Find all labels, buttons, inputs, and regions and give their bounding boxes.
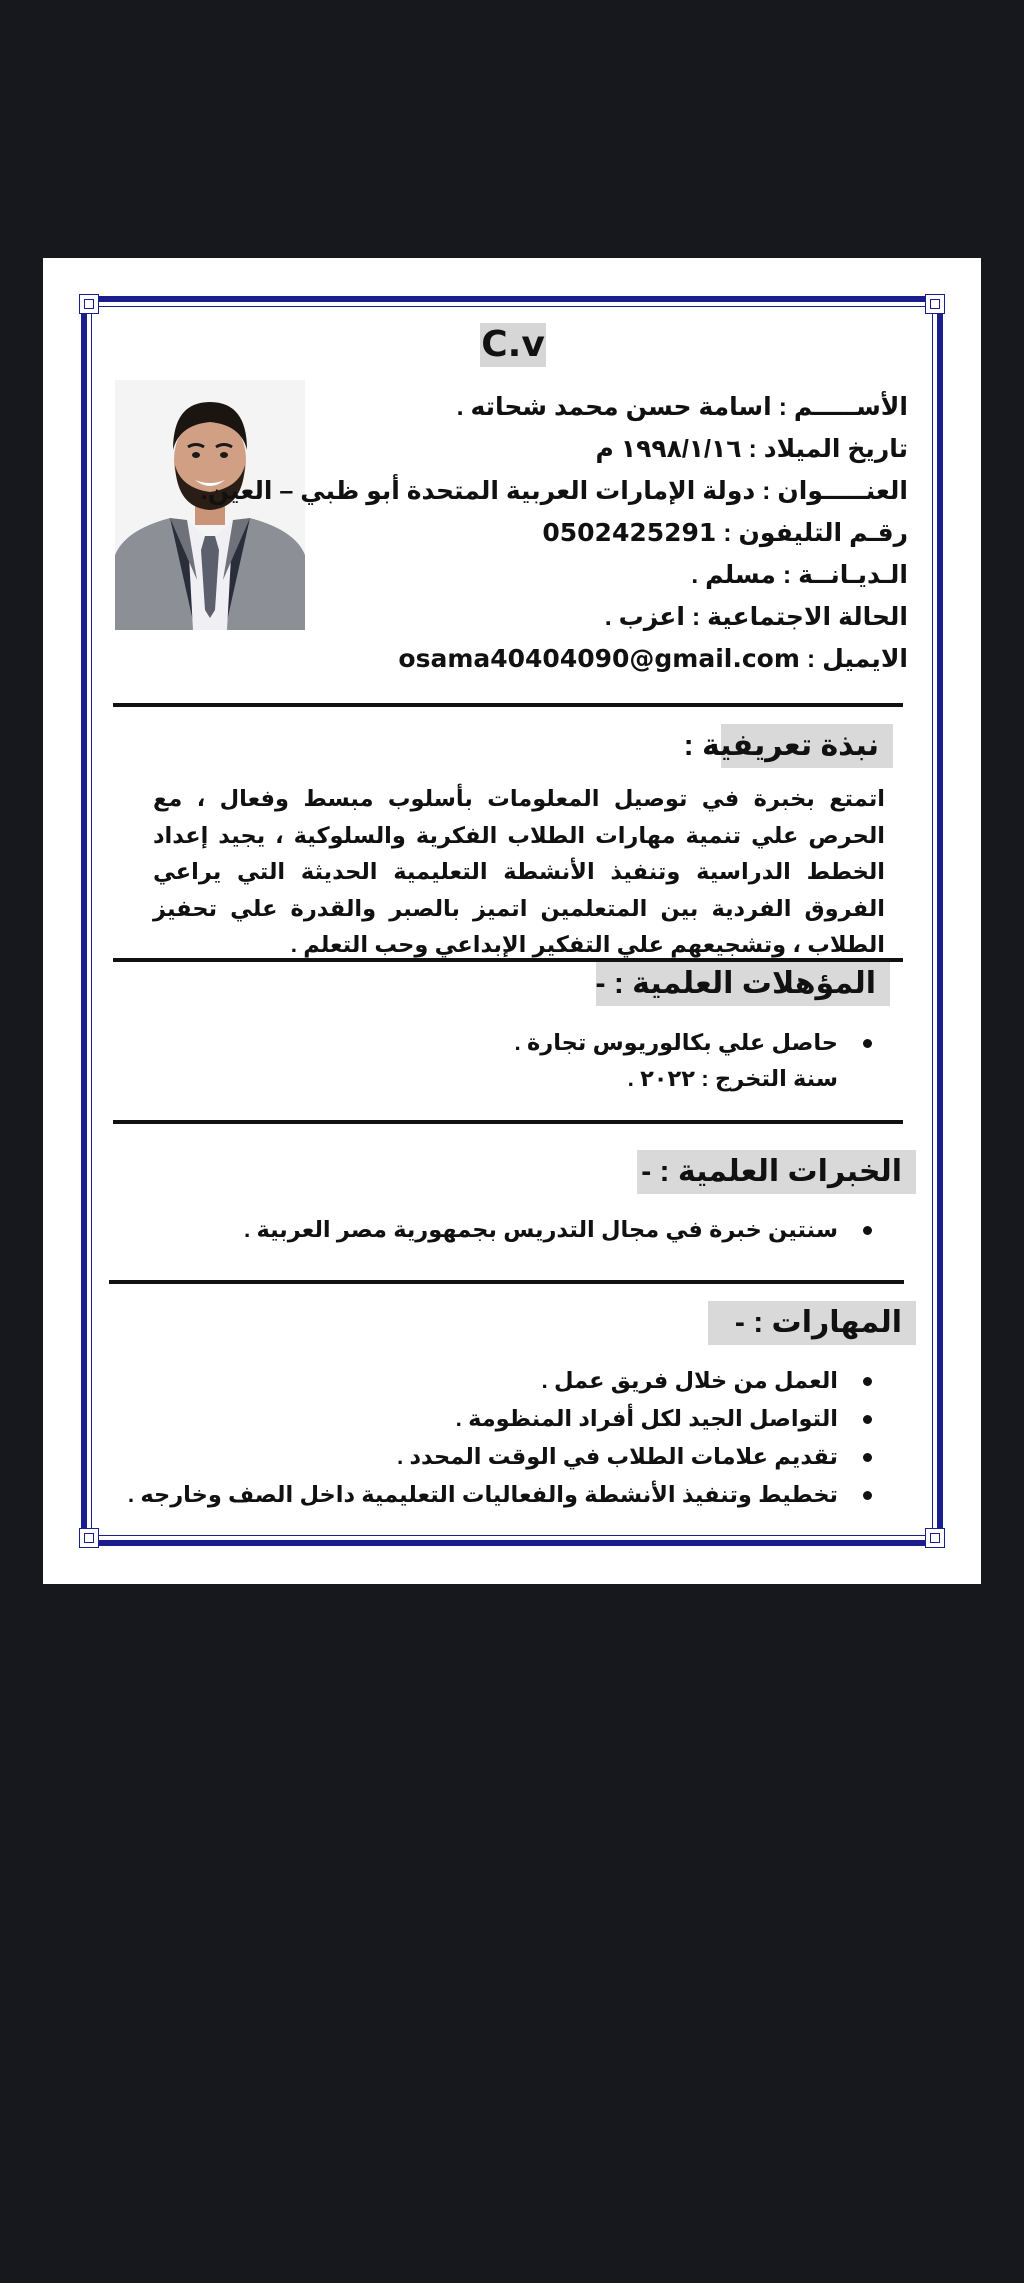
divider [113,1120,903,1124]
info-religion: الـديـانــة : مسلم . [691,561,908,589]
info-email: الايميل : osama40404090@gmail.com [398,644,908,673]
corner-ornament-icon [79,294,99,314]
info-dob: تاريخ الميلاد : ١٩٩٨/١/١٦ م [595,435,908,463]
list-item: تقديم علامات الطلاب في الوقت المحدد . [128,1438,876,1476]
list-item: حاصل علي بكالوريوس تجارة . [514,1025,876,1061]
about-title: نبذة تعريفية : [721,724,893,768]
info-address: العنـــــوان : دولة الإمارات العربية المتحدة أبو ظبي – العين. [200,477,908,505]
info-marital-status: الحالة الاجتماعية : اعزب . [604,603,908,631]
list-item: سنتين خبرة في مجال التدريس بجمهورية مصر العربية . [244,1212,876,1248]
cv-title: C.v [481,324,545,365]
cv-page [43,258,981,1584]
skills-title: المهارات : - [708,1301,916,1345]
qualifications-list [514,1025,876,1097]
corner-ornament-icon [925,1528,945,1548]
divider [113,703,903,707]
list-item: العمل من خلال فريق عمل . [128,1362,876,1400]
info-phone: رقـم التليفون : 0502425291 [542,518,908,547]
qualifications-title: المؤهلات العلمية : - [596,962,890,1006]
info-name: الأســـــم : اسامة حسن محمد شحاته . [456,393,908,421]
corner-ornament-icon [79,1528,99,1548]
divider [109,1280,904,1284]
list-item: تخطيط وتنفيذ الأنشطة والفعاليات التعليمية داخل الصف وخارجه . [128,1476,876,1514]
list-item: سنة التخرج : ٢٠٢٢ . [627,1066,838,1091]
list-item: التواصل الجيد لكل أفراد المنظومة . [128,1400,876,1438]
corner-ornament-icon [925,294,945,314]
skills-list [128,1362,876,1514]
experience-title: الخبرات العلمية : - [637,1150,916,1194]
personal-info [200,386,908,680]
about-text: اتمتع بخبرة في توصيل المعلومات بأسلوب مبسط وفعال ، مع الحرص علي تنمية مهارات الطلاب الفكرية والسلوكية ، يجيد إعداد الخطط الدراسية وتنفيذ الأنشطة التعليمية الحديثة التي يراعي الفروق الفردية بين المتعلمين اتميز بالصبر والقدرة علي تحفيز الطلاب ، وتشجيعهم علي التفكير الإبداعي وحب التعلم . [153,786,885,957]
experience-list [244,1212,876,1248]
